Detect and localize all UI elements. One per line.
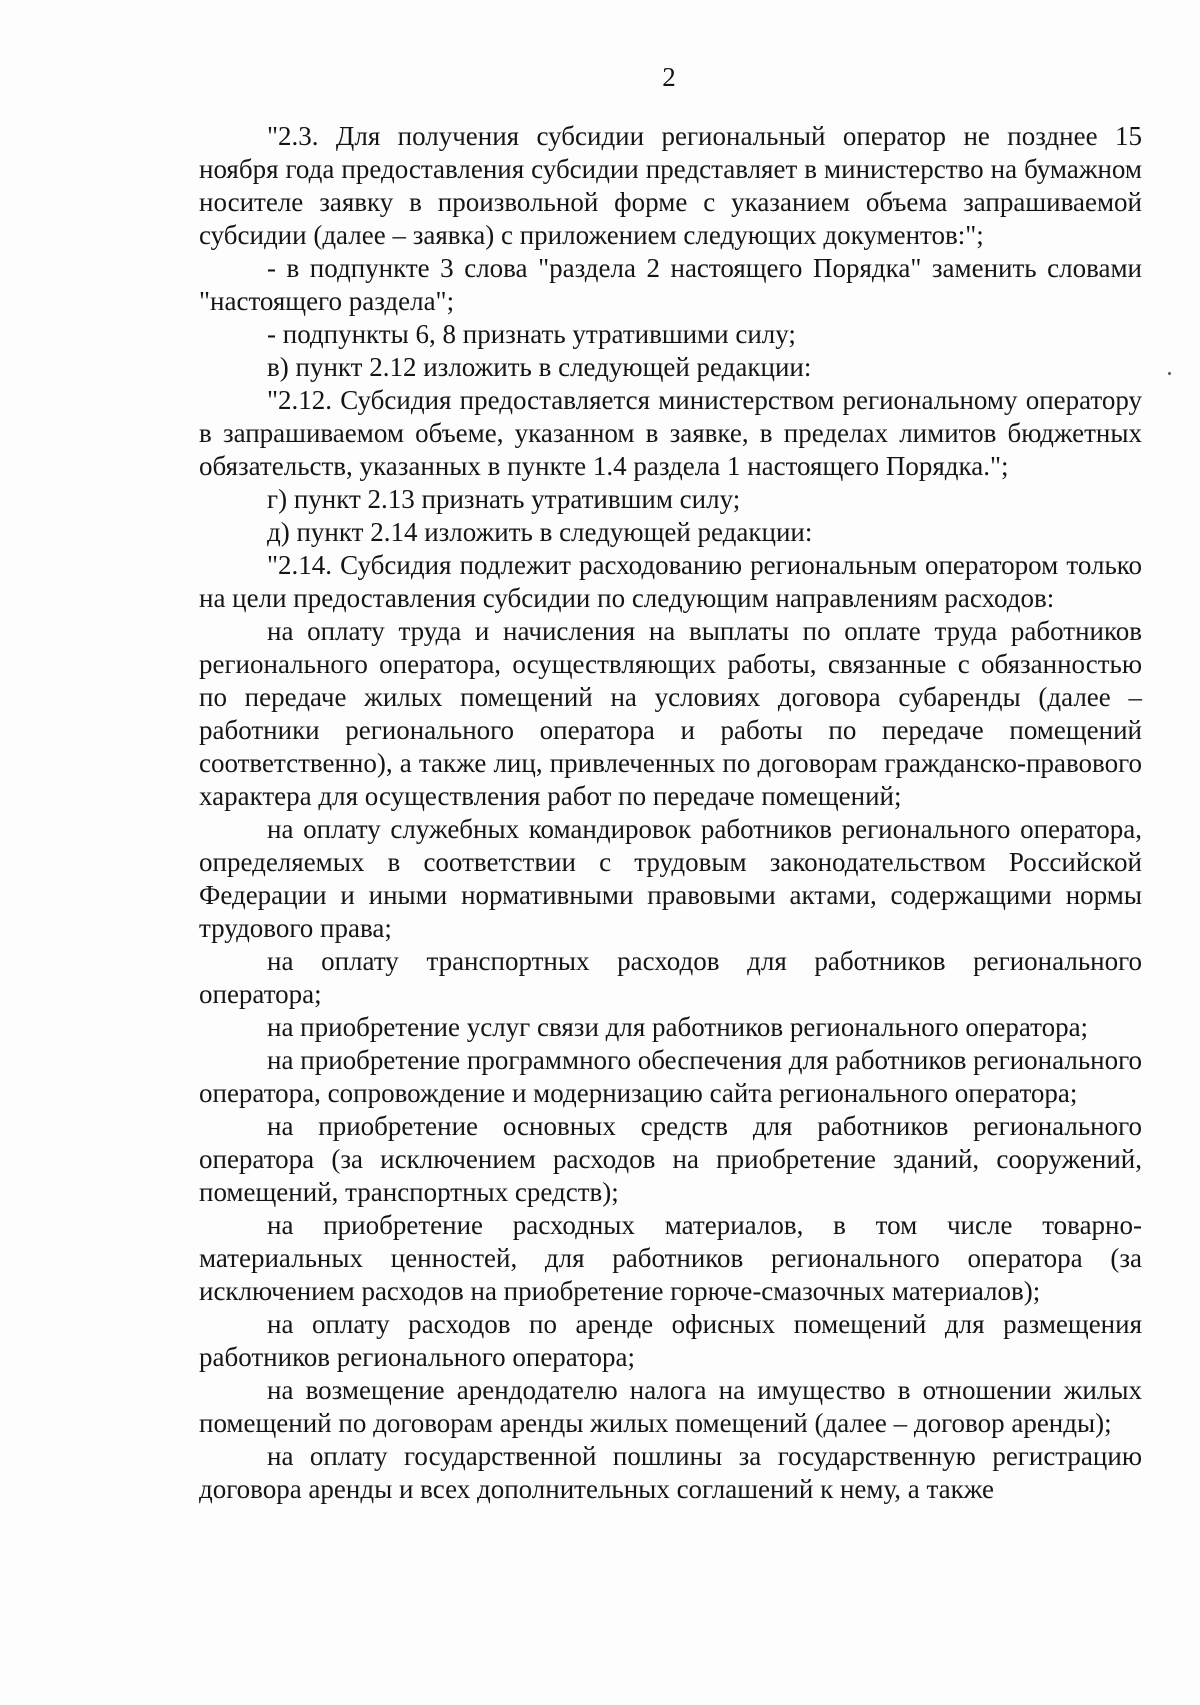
page-number: 2 (662, 62, 676, 92)
paragraph: на возмещение арендодателю налога на имущество в отношении жилых помещений по договорам аренды жилых помещений (далее – договор аренды); (199, 1375, 1142, 1438)
paragraph: на оплату труда и начисления на выплаты по оплате труда работников регионального оператора, осуществляющих работы, связанные с обязанностью по передаче жилых помещений на условиях договора субаренды (далее – работники регионального оператора и работы по передаче помещений соответственно), а также лиц, привлеченных по договорам гражданско-правового характера для осуществления работ по передаче помещений; (199, 616, 1142, 811)
paragraph: на оплату транспортных расходов для работников регионального оператора; (199, 946, 1142, 1009)
paragraph: на приобретение расходных материалов, в том числе товарно-материальных ценностей, для работников регионального оператора (за исключением расходов на приобретение горюче-смазочных материалов); (199, 1210, 1142, 1306)
paragraph: "2.12. Субсидия предоставляется министерством региональному оператору в запрашиваемом объеме, указанном в заявке, в пределах лимитов бюджетных обязательств, указанных в пункте 1.4 раздела 1 настоящего Порядка."; (199, 385, 1142, 481)
paragraph: г) пункт 2.13 признать утратившим силу; (267, 484, 741, 514)
paragraph: на оплату служебных командировок работников регионального оператора, определяемых в соответствии с трудовым законодательством Российской Федерации и иными нормативными правовыми актами, содержащими нормы трудового права; (199, 814, 1142, 943)
paragraph: "2.14. Субсидия подлежит расходованию региональным оператором только на цели предоставления субсидии по следующим направлениям расходов: (199, 550, 1142, 613)
paragraph: на приобретение программного обеспечения для работников регионального оператора, сопровождение и модернизацию сайта регионального оператора; (199, 1045, 1142, 1108)
paragraph: - в подпункте 3 слова "раздела 2 настоящего Порядка" заменить словами "настоящего раздела"; (199, 253, 1142, 316)
scan-speck (1167, 371, 1171, 375)
paragraph: на оплату государственной пошлины за государственную регистрацию договора аренды и всех дополнительных соглашений к нему, а также (199, 1441, 1142, 1504)
paragraph: на приобретение услуг связи для работников регионального оператора; (267, 1012, 1089, 1042)
paragraph: в) пункт 2.12 изложить в следующей редакции: (267, 352, 812, 382)
document-body (199, 120, 1142, 1506)
paragraph: на оплату расходов по аренде офисных помещений для размещения работников регионального оператора; (199, 1309, 1142, 1372)
paragraph: - подпункты 6, 8 признать утратившими силу; (267, 319, 796, 349)
paragraph: д) пункт 2.14 изложить в следующей редакции: (267, 517, 813, 547)
paragraph: на приобретение основных средств для работников регионального оператора (за исключением расходов на приобретение зданий, сооружений, помещений, транспортных средств); (199, 1111, 1142, 1207)
paragraph: "2.3. Для получения субсидии региональный оператор не позднее 15 ноября года предоставления субсидии представляет в министерство на бумажном носителе заявку в произвольной форме с указанием объема запрашиваемой субсидии (далее – заявка) с приложением следующих документов:"; (199, 121, 1142, 250)
